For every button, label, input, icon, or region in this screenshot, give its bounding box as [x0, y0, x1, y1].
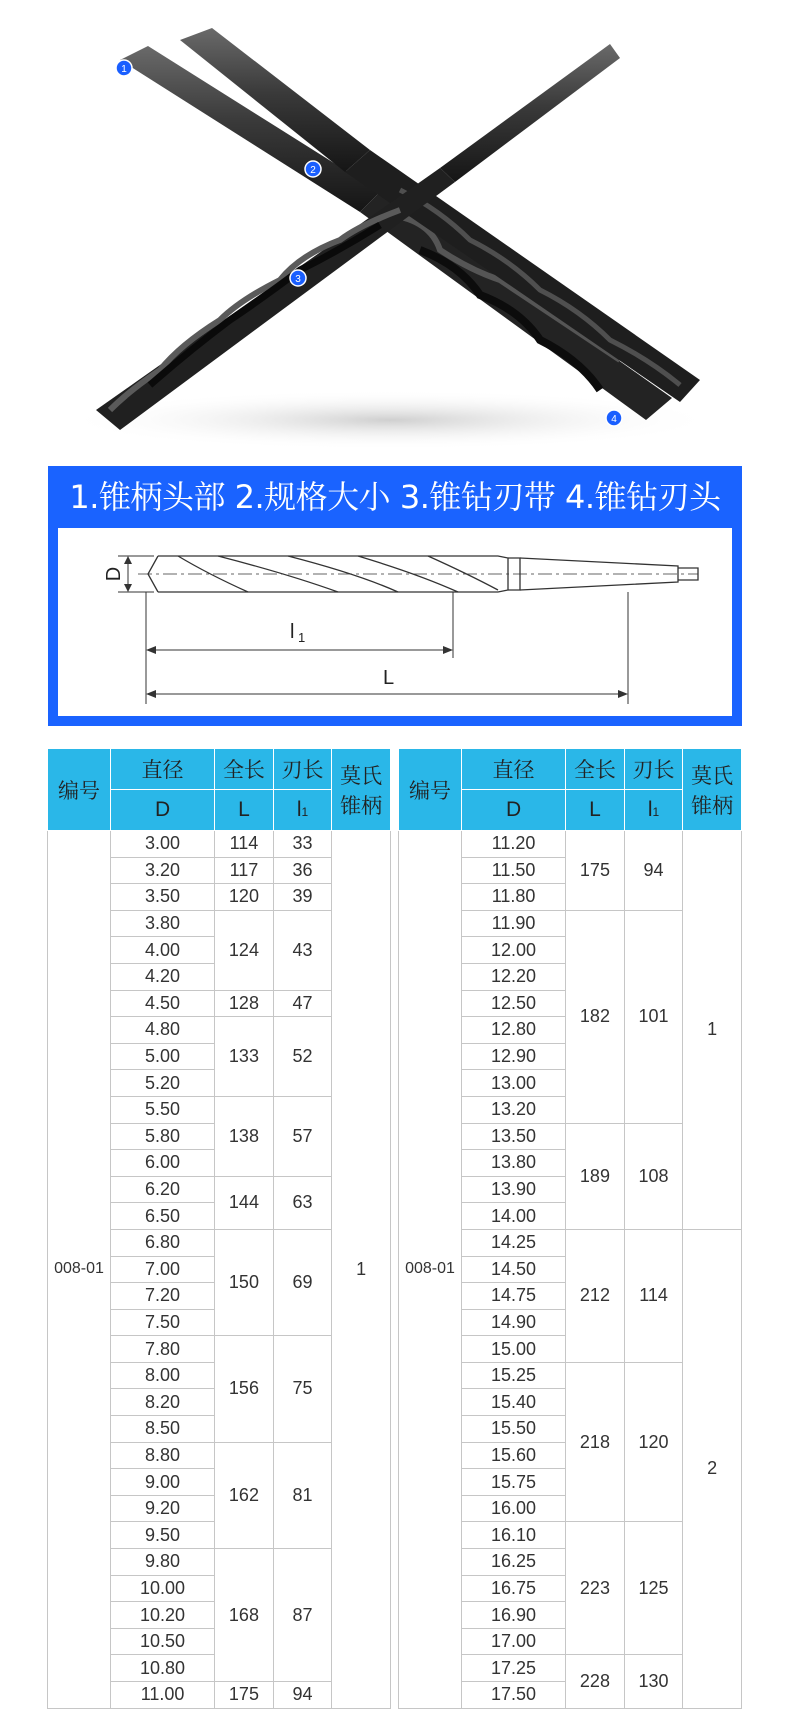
- total-length-cell: 228: [566, 1655, 625, 1708]
- diameter-cell: 9.00: [110, 1469, 214, 1496]
- header-diameter: 直径: [110, 749, 214, 790]
- diameter-cell: 3.20: [110, 857, 214, 884]
- diameter-cell: 6.50: [110, 1203, 214, 1230]
- diameter-cell: 5.00: [110, 1043, 214, 1070]
- total-length-cell: 120: [215, 884, 274, 911]
- total-length-cell: 175: [215, 1682, 274, 1709]
- diameter-cell: 9.50: [110, 1522, 214, 1549]
- drill-bits-illustration: [0, 0, 790, 462]
- diameter-cell: 10.50: [110, 1628, 214, 1655]
- diameter-cell: 16.90: [461, 1602, 565, 1629]
- diameter-cell: 12.00: [461, 937, 565, 964]
- flute-length-cell: 94: [273, 1682, 332, 1709]
- svg-text:1: 1: [298, 630, 306, 645]
- header-diameter-symbol: D: [461, 790, 565, 831]
- diameter-cell: 15.60: [461, 1442, 565, 1469]
- flute-length-cell: 69: [273, 1229, 332, 1335]
- flute-length-cell: 75: [273, 1336, 332, 1442]
- diameter-cell: 14.00: [461, 1203, 565, 1230]
- flute-length-cell: 94: [624, 831, 683, 911]
- flute-length-cell: 39: [273, 884, 332, 911]
- spec-table-left: [47, 748, 391, 1709]
- diameter-cell: 5.80: [110, 1123, 214, 1150]
- diameter-cell: 10.80: [110, 1655, 214, 1682]
- diameter-cell: 13.20: [461, 1096, 565, 1123]
- diameter-cell: 3.50: [110, 884, 214, 911]
- flute-length-cell: 130: [624, 1655, 683, 1708]
- header-total-length-symbol: L: [215, 790, 274, 831]
- svg-text:L: L: [383, 667, 395, 689]
- diameter-cell: 14.75: [461, 1283, 565, 1310]
- header-diameter-symbol: D: [110, 790, 214, 831]
- diameter-cell: 11.80: [461, 884, 565, 911]
- flute-length-cell: 43: [273, 910, 332, 990]
- svg-text:2: 2: [310, 165, 316, 176]
- dimension-L: [146, 592, 628, 704]
- flute-length-cell: 57: [273, 1096, 332, 1176]
- diameter-cell: 4.20: [110, 963, 214, 990]
- diameter-cell: 12.50: [461, 990, 565, 1017]
- spec-table-left-body: [48, 831, 391, 1709]
- diameter-cell: 10.00: [110, 1575, 214, 1602]
- diameter-cell: 8.50: [110, 1416, 214, 1443]
- diameter-cell: 6.20: [110, 1176, 214, 1203]
- drill-bit-b: [180, 28, 700, 402]
- drill-bit-c: [96, 44, 620, 430]
- taper-cell: 2: [683, 1229, 742, 1708]
- table-row: [399, 831, 742, 858]
- header-flute-length: 刃长: [624, 749, 683, 790]
- total-length-cell: 144: [215, 1176, 274, 1229]
- flute-length-cell: 47: [273, 990, 332, 1017]
- total-length-cell: 124: [215, 910, 274, 990]
- product-photo: [0, 0, 790, 462]
- diameter-cell: 11.50: [461, 857, 565, 884]
- total-length-cell: 223: [566, 1522, 625, 1655]
- flute-length-cell: 52: [273, 1017, 332, 1097]
- marker-3: [290, 270, 306, 286]
- item-id-cell: 008-01: [399, 831, 462, 1709]
- diameter-cell: 15.40: [461, 1389, 565, 1416]
- total-length-cell: 138: [215, 1096, 274, 1176]
- total-length-cell: 162: [215, 1442, 274, 1548]
- diameter-cell: 9.20: [110, 1495, 214, 1522]
- diameter-cell: 4.00: [110, 937, 214, 964]
- diameter-cell: 17.00: [461, 1628, 565, 1655]
- total-length-cell: 114: [215, 831, 274, 858]
- diameter-cell: 16.00: [461, 1495, 565, 1522]
- header-flute-length-symbol: l1: [273, 790, 332, 831]
- header-total-length: 全长: [566, 749, 625, 790]
- diameter-cell: 4.50: [110, 990, 214, 1017]
- diameter-cell: 8.00: [110, 1362, 214, 1389]
- header-diameter: 直径: [461, 749, 565, 790]
- diameter-cell: 15.25: [461, 1362, 565, 1389]
- total-length-cell: 218: [566, 1362, 625, 1522]
- diameter-cell: 8.20: [110, 1389, 214, 1416]
- marker-1: [116, 60, 132, 76]
- diameter-cell: 11.90: [461, 910, 565, 937]
- diameter-cell: 10.20: [110, 1602, 214, 1629]
- diameter-cell: 13.80: [461, 1150, 565, 1177]
- total-length-cell: 212: [566, 1229, 625, 1362]
- diameter-cell: 9.80: [110, 1549, 214, 1576]
- diameter-cell: 17.25: [461, 1655, 565, 1682]
- diameter-cell: 16.75: [461, 1575, 565, 1602]
- diameter-cell: 6.00: [110, 1150, 214, 1177]
- dimension-diagram-panel: [48, 466, 742, 726]
- diameter-cell: 3.00: [110, 831, 214, 858]
- diameter-cell: 17.50: [461, 1682, 565, 1709]
- diameter-cell: 6.80: [110, 1229, 214, 1256]
- diameter-cell: 7.00: [110, 1256, 214, 1283]
- flute-length-cell: 63: [273, 1176, 332, 1229]
- diameter-cell: 16.25: [461, 1549, 565, 1576]
- flute-length-cell: 36: [273, 857, 332, 884]
- marker-4: [606, 410, 622, 426]
- flute-length-cell: 125: [624, 1522, 683, 1655]
- total-length-cell: 189: [566, 1123, 625, 1229]
- diameter-cell: 13.90: [461, 1176, 565, 1203]
- drill-dimension-svg: [58, 528, 732, 716]
- diameter-cell: 14.25: [461, 1229, 565, 1256]
- diameter-cell: 5.50: [110, 1096, 214, 1123]
- diameter-cell: 7.80: [110, 1336, 214, 1363]
- header-taper: 莫氏 锥柄: [683, 749, 742, 831]
- dimension-l1: [146, 592, 453, 658]
- header-total-length: 全长: [215, 749, 274, 790]
- header-id: 编号: [399, 749, 462, 831]
- table-row: [48, 831, 391, 858]
- total-length-cell: 117: [215, 857, 274, 884]
- svg-text:D: D: [103, 566, 125, 582]
- marker-2: [305, 161, 321, 177]
- flute-length-cell: 33: [273, 831, 332, 858]
- header-flute-length: 刃长: [273, 749, 332, 790]
- flute-length-cell: 108: [624, 1123, 683, 1229]
- diameter-cell: 12.80: [461, 1017, 565, 1044]
- diameter-cell: 12.20: [461, 963, 565, 990]
- diameter-cell: 15.00: [461, 1336, 565, 1363]
- total-length-cell: 168: [215, 1549, 274, 1682]
- svg-text:3: 3: [295, 274, 301, 285]
- diameter-cell: 12.90: [461, 1043, 565, 1070]
- taper-cell: 1: [332, 831, 391, 1709]
- total-length-cell: 175: [566, 831, 625, 911]
- part-legend-title: 1.锥柄头部 2.规格大小 3.锥钻刃带 4.锥钻刃头: [69, 478, 721, 516]
- item-id-cell: 008-01: [48, 831, 111, 1709]
- diameter-cell: 14.50: [461, 1256, 565, 1283]
- diameter-cell: 7.50: [110, 1309, 214, 1336]
- svg-text:4: 4: [611, 414, 617, 425]
- diameter-cell: 4.80: [110, 1017, 214, 1044]
- flute-length-cell: 114: [624, 1229, 683, 1362]
- total-length-cell: 182: [566, 910, 625, 1123]
- diameter-cell: 11.20: [461, 831, 565, 858]
- total-length-cell: 156: [215, 1336, 274, 1442]
- diameter-cell: 14.90: [461, 1309, 565, 1336]
- diameter-cell: 16.10: [461, 1522, 565, 1549]
- spec-table-right: [398, 748, 742, 1709]
- flute-length-cell: 81: [273, 1442, 332, 1548]
- total-length-cell: 150: [215, 1229, 274, 1335]
- header-total-length-symbol: L: [566, 790, 625, 831]
- svg-text:1: 1: [121, 64, 127, 75]
- diameter-cell: 3.80: [110, 910, 214, 937]
- flute-length-cell: 101: [624, 910, 683, 1123]
- flute-length-cell: 120: [624, 1362, 683, 1522]
- total-length-cell: 133: [215, 1017, 274, 1097]
- diameter-cell: 15.75: [461, 1469, 565, 1496]
- flute-length-cell: 87: [273, 1549, 332, 1682]
- diameter-cell: 8.80: [110, 1442, 214, 1469]
- dimension-drawing: [58, 528, 732, 716]
- diameter-cell: 11.00: [110, 1682, 214, 1709]
- diameter-cell: 13.00: [461, 1070, 565, 1097]
- header-taper: 莫氏 锥柄: [332, 749, 391, 831]
- svg-text:l: l: [290, 621, 295, 643]
- diameter-cell: 13.50: [461, 1123, 565, 1150]
- diameter-cell: 15.50: [461, 1416, 565, 1443]
- taper-cell: 1: [683, 831, 742, 1230]
- header-flute-length-symbol: l1: [624, 790, 683, 831]
- total-length-cell: 128: [215, 990, 274, 1017]
- header-id: 编号: [48, 749, 111, 831]
- diameter-cell: 5.20: [110, 1070, 214, 1097]
- diameter-cell: 7.20: [110, 1283, 214, 1310]
- spec-table-right-body: [399, 831, 742, 1709]
